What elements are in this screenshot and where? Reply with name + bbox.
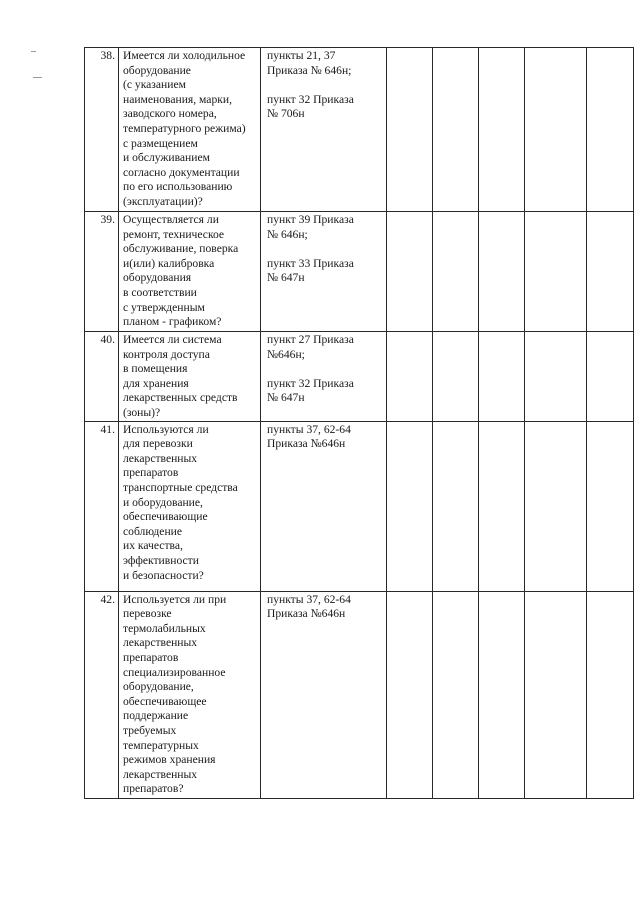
question-line: согласно документации: [123, 165, 240, 179]
question-line: соблюдение: [123, 524, 183, 538]
reference-line: Приказа № 646н;: [267, 63, 352, 77]
question-line: препаратов?: [123, 782, 184, 796]
question-line: транспортные средства: [123, 480, 238, 494]
reference-line: № 647н: [267, 391, 305, 405]
answer-cell: [525, 332, 587, 422]
answer-cell: [525, 48, 587, 212]
question-line: лекарственных: [123, 767, 198, 781]
question-line: оборудование,: [123, 680, 194, 694]
question-line: в помещения: [123, 362, 188, 376]
question-line: и оборудование,: [123, 495, 203, 509]
reference-line: пункт 39 Приказа: [267, 213, 354, 226]
reference-line: пункт 27 Приказа: [267, 333, 354, 346]
question-line: по его использованию: [123, 180, 233, 194]
checklist-row: [85, 48, 634, 212]
reference-spacer: [267, 78, 383, 93]
question-cell: [119, 212, 261, 332]
row-number: 40.: [85, 332, 119, 422]
row-number: 39.: [85, 212, 119, 332]
question-line: в соответствии: [123, 285, 197, 299]
answer-cell: [433, 212, 479, 332]
answer-cell: [587, 591, 634, 798]
reference-cell: [261, 591, 387, 798]
answer-cell: [525, 212, 587, 332]
question-line: заводского номера,: [123, 107, 217, 121]
question-line: препаратов: [123, 650, 179, 664]
question-line: и(или) калибровка: [123, 256, 215, 270]
question-cell: [119, 48, 261, 212]
question-line: для перевозки: [123, 437, 193, 451]
row-number: 38.: [85, 48, 119, 212]
question-line: ремонт, техническое: [123, 227, 225, 241]
answer-cell: [587, 48, 634, 212]
reference-cell: [261, 332, 387, 422]
question-line: оборудования: [123, 271, 192, 285]
question-line: лекарственных: [123, 451, 198, 465]
reference-line: пункты 37, 62-64: [267, 422, 351, 436]
answer-cell: [387, 212, 433, 332]
question-line: оборудование: [123, 63, 191, 77]
answer-cell: [479, 48, 525, 212]
question-line: термолабильных: [123, 621, 206, 635]
scan-speck: [33, 77, 42, 78]
checklist-row: [85, 421, 634, 591]
answer-cell: [387, 591, 433, 798]
answer-cell: [479, 332, 525, 422]
checklist-table: [84, 47, 634, 799]
reference-line: пункт 33 Приказа: [267, 256, 354, 270]
question-line: поддержание: [123, 709, 189, 723]
answer-cell: [433, 421, 479, 591]
question-line: лекарственных: [123, 636, 198, 650]
answer-cell: [587, 212, 634, 332]
reference-cell: [261, 48, 387, 212]
answer-cell: [387, 332, 433, 422]
question-line: (с указанием: [123, 78, 186, 92]
answer-cell: [587, 332, 634, 422]
row-number: 41.: [85, 421, 119, 591]
question-line: специализированное: [123, 665, 226, 679]
reference-line: № 647н: [267, 271, 305, 285]
question-line: с утвержденным: [123, 300, 205, 314]
question-line: режимов хранения: [123, 753, 216, 767]
question-line: с размещением: [123, 136, 198, 150]
answer-cell: [587, 421, 634, 591]
question-line: наименования, марки,: [123, 92, 232, 106]
answer-cell: [433, 591, 479, 798]
answer-cell: [387, 48, 433, 212]
checklist-row: [85, 591, 634, 798]
answer-cell: [387, 421, 433, 591]
reference-line: пункты 21, 37: [267, 49, 336, 62]
question-line: препаратов: [123, 466, 179, 480]
row-number: 42.: [85, 591, 119, 798]
question-line: обеспечивающее: [123, 694, 207, 708]
question-line: Имеется ли холодильное: [123, 49, 246, 62]
reference-cell: [261, 212, 387, 332]
question-cell: [119, 421, 261, 591]
question-line: Осуществляется ли: [123, 213, 219, 226]
answer-cell: [525, 591, 587, 798]
reference-line: пункт 32 Приказа: [267, 92, 354, 106]
question-line: Используются ли: [123, 422, 209, 436]
question-line: обеспечивающие: [123, 510, 208, 524]
question-line: эффективности: [123, 553, 199, 567]
checklist-row: [85, 332, 634, 422]
checklist-row: [85, 212, 634, 332]
question-cell: [119, 591, 261, 798]
answer-cell: [479, 591, 525, 798]
question-line: (зоны)?: [123, 405, 161, 419]
question-line: температурного режима): [123, 121, 246, 135]
reference-spacer: [267, 362, 383, 377]
reference-line: Приказа №646н: [267, 437, 346, 451]
question-line: планом - графиком?: [123, 315, 222, 329]
answer-cell: [479, 212, 525, 332]
question-line: перевозке: [123, 607, 172, 621]
reference-line: Приказа №646н: [267, 607, 346, 621]
question-line: контроля доступа: [123, 347, 210, 361]
reference-line: пункт 32 Приказа: [267, 376, 354, 390]
reference-line: № 646н;: [267, 227, 308, 241]
question-line: температурных: [123, 738, 199, 752]
reference-line: № 706н: [267, 107, 305, 121]
question-line: лекарственных средств: [123, 391, 238, 405]
question-line: требуемых: [123, 723, 177, 737]
question-line: (эксплуатации)?: [123, 194, 203, 208]
question-line: и безопасности?: [123, 568, 204, 582]
question-line: обслуживание, поверка: [123, 242, 239, 256]
answer-cell: [525, 421, 587, 591]
answer-cell: [479, 421, 525, 591]
reference-line: №646н;: [267, 347, 305, 361]
reference-spacer: [267, 242, 383, 257]
answer-cell: [433, 332, 479, 422]
answer-cell: [433, 48, 479, 212]
scan-speck: [31, 51, 36, 52]
question-line: Имеется ли система: [123, 333, 222, 346]
question-line: для хранения: [123, 376, 189, 390]
question-line: и обслуживанием: [123, 151, 210, 165]
reference-cell: [261, 421, 387, 591]
question-cell: [119, 332, 261, 422]
reference-line: пункты 37, 62-64: [267, 592, 351, 606]
question-line: Используется ли при: [123, 592, 227, 606]
question-line: их качества,: [123, 539, 183, 553]
